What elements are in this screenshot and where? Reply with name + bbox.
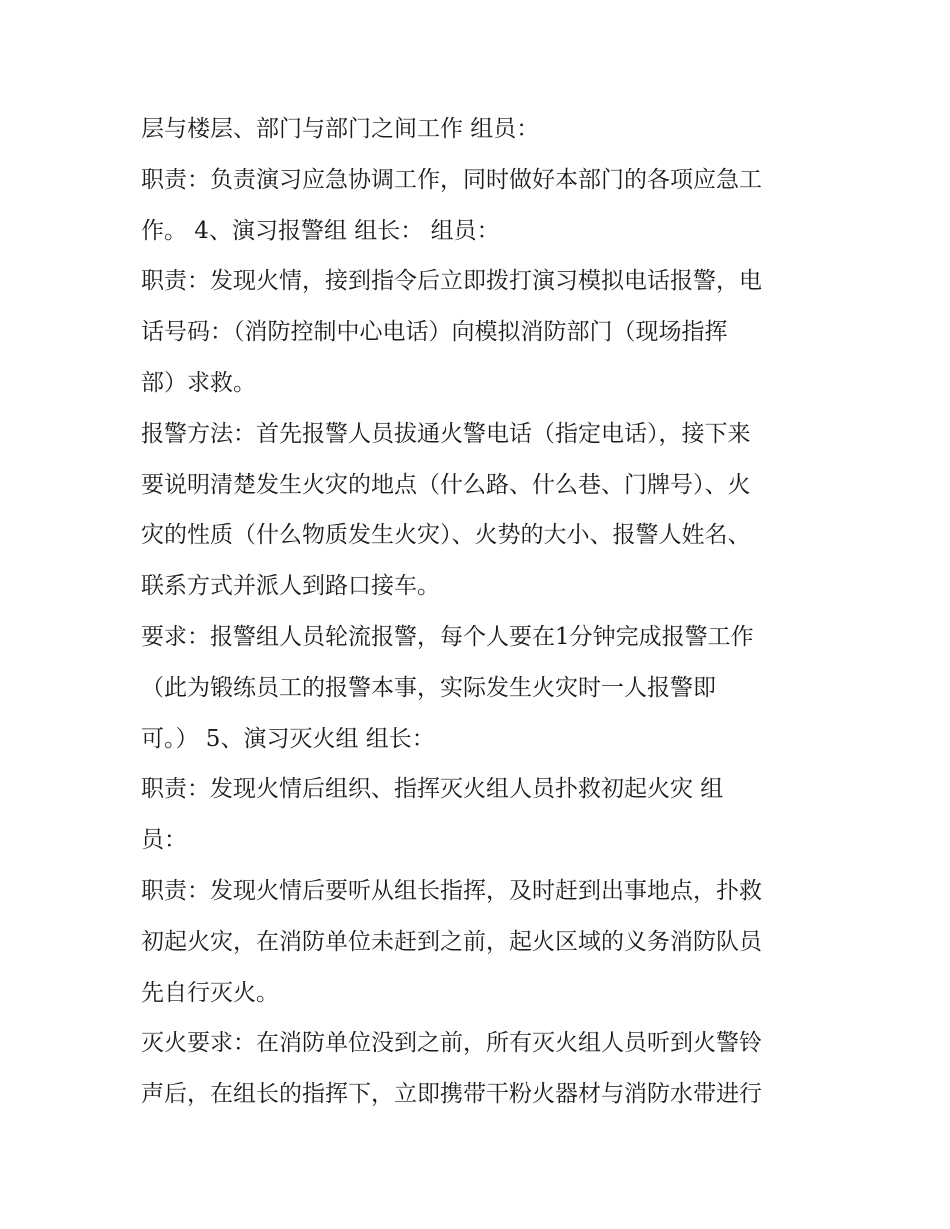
text-line: 联系方式并派人到路口接车。 <box>141 573 440 600</box>
text-line: 职责：负责演习应急协调工作，同时做好本部门的各项应急工 <box>141 166 762 193</box>
text-line: 初起火灾，在消防单位未赶到之前，起火区域的义务消防队员 <box>141 928 762 955</box>
text-line: （此为锻练员工的报警本事，实际发生火灾时一人报警即 <box>141 674 716 701</box>
text-line: 声后，在组长的指挥下，立即携带干粉火器材与消防水带进行 <box>141 1081 762 1108</box>
text-line: 要说明清楚发生火灾的地点（什么路、什么巷、门牌号）、火 <box>141 471 751 498</box>
text-line: 职责：发现火情，接到指令后立即拨打演习模拟电话报警，电 <box>141 268 762 295</box>
text-line: 灾的性质（什么物质发生火灾）、火势的大小、报警人姓名、 <box>141 522 751 549</box>
text-line: 层与楼层、部门与部门之间工作 组员： <box>141 116 540 142</box>
text-line: 可。） 5、演习灭火组 组长： <box>141 725 435 752</box>
text-line: 职责：发现火情后组织、指挥灭火组人员扑救初起火灾 组 <box>141 776 724 803</box>
document-body <box>141 104 821 1120</box>
text-line: 作。 4、演习报警组 组长： 组员： <box>141 217 500 244</box>
text-line: 要求：报警组人员轮流报警，每个人要在1分钟完成报警工作 <box>141 623 754 650</box>
text-line: 部）求救。 <box>141 369 256 396</box>
text-line: 话号码：（消防控制中心电话）向模拟消防部门（现场指挥 <box>141 319 728 346</box>
text-line: 报警方法：首先报警人员拔通火警电话（指定电话），接下来 <box>141 420 751 447</box>
text-line: 灭火要求：在消防单位没到之前，所有灭火组人员听到火警铃 <box>141 1030 762 1057</box>
text-line: 员： <box>141 827 187 854</box>
text-line: 职责：发现火情后要听从组长指挥，及时赶到出事地点，扑救 <box>141 877 762 904</box>
text-line: 先自行灭火。 <box>141 979 279 1006</box>
